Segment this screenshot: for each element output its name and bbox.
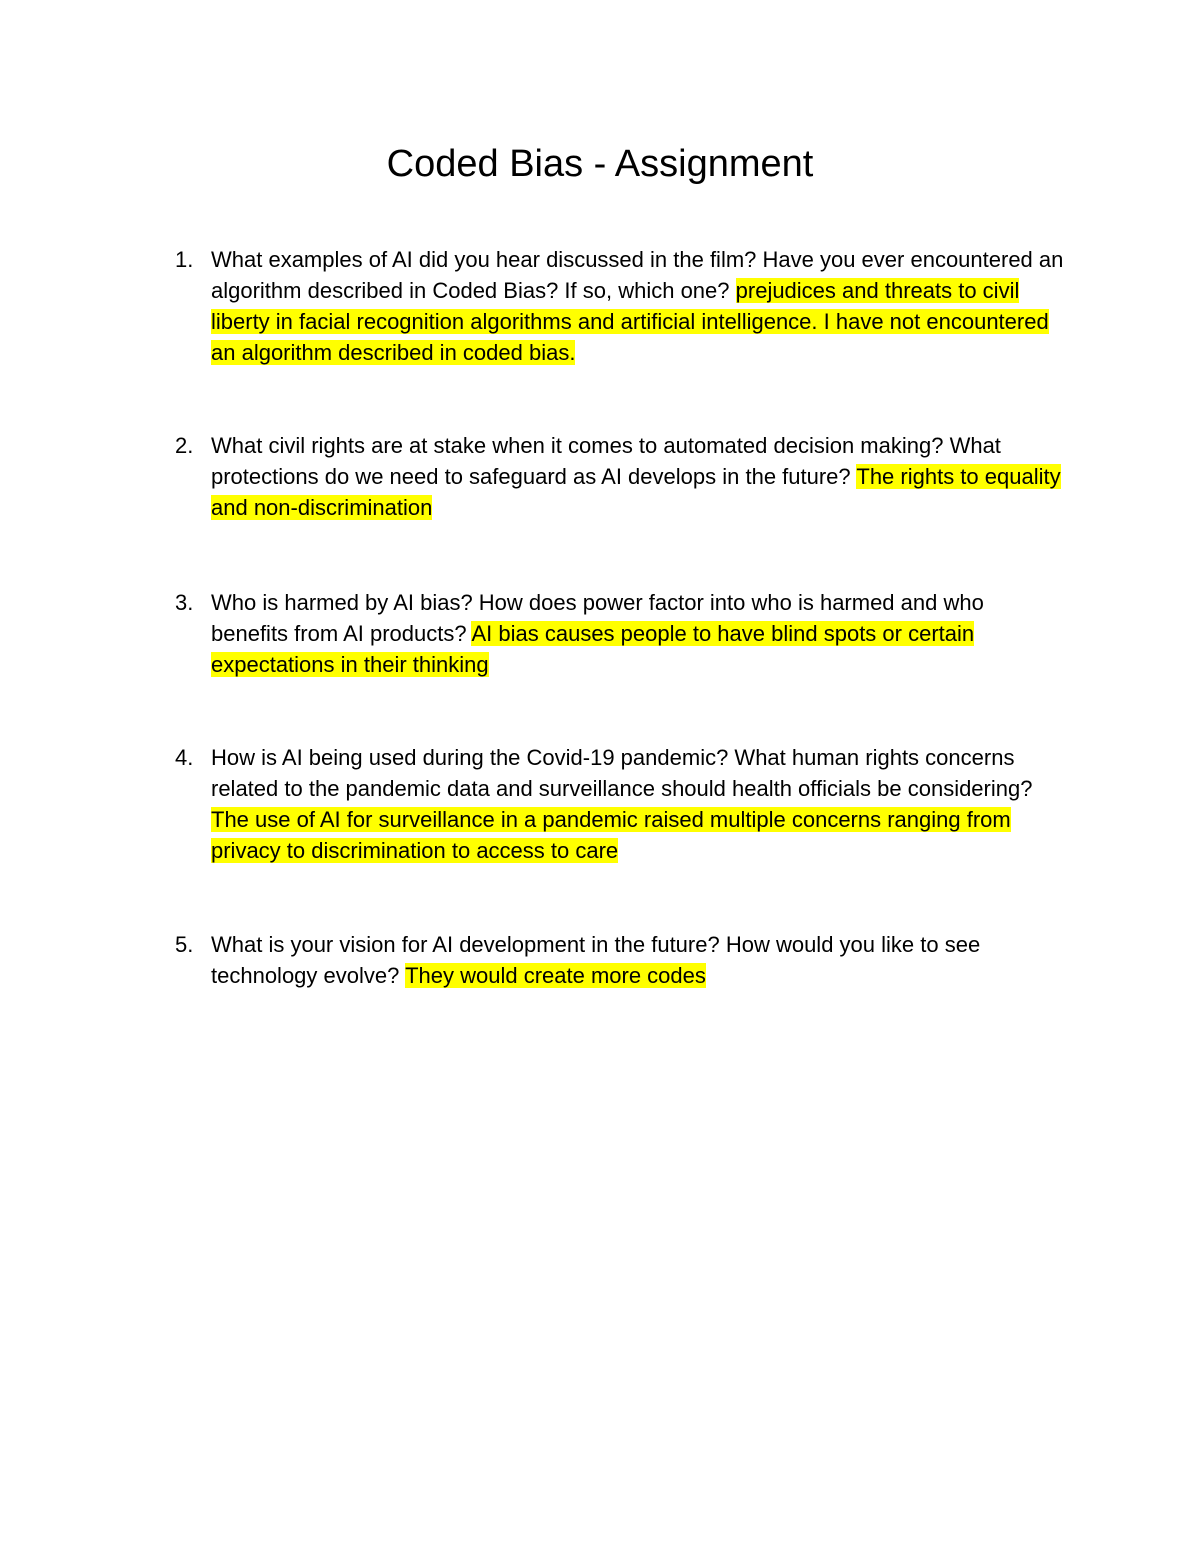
- answer-highlight: The use of AI for surveillance in a pandemic raised multiple concerns ranging from privacy to discrimination to access to care: [211, 807, 1011, 863]
- question-text: Who is harmed by AI bias? How does power factor into who is harmed and who benefits from AI products?: [211, 590, 984, 646]
- document-title: Coded Bias - Assignment: [386, 143, 814, 185]
- item-text: [211, 244, 1066, 368]
- question-text: What is your vision for AI development in the future? How would you like to see technology evolve?: [211, 932, 981, 988]
- item-text: [211, 430, 1066, 523]
- item-number: 3.: [175, 590, 194, 615]
- item-number: 4.: [175, 745, 194, 770]
- item-number: 2.: [175, 433, 194, 458]
- answer-highlight: AI bias causes people to have blind spots or certain expectations in their thinking: [211, 621, 975, 677]
- question-text: What examples of AI did you hear discussed in the film? Have you ever encountered an algorithm described in Coded Bias? If so, which one?: [211, 247, 1064, 303]
- item-text: [211, 742, 1066, 866]
- answer-highlight: They would create more codes: [405, 963, 706, 988]
- item-number: 5.: [175, 932, 194, 957]
- question-text: What civil rights are at stake when it comes to automated decision making? What protections do we need to safeguard as AI develops in the future?: [211, 433, 1001, 489]
- item-text: [211, 929, 1066, 991]
- answer-highlight: prejudices and threats to civil liberty in facial recognition algorithms and artificial intelligence. I have not encountered an algorithm described in coded bias.: [211, 278, 1049, 365]
- answer-highlight: The rights to equality and non-discrimination: [211, 464, 1061, 520]
- item-text: [211, 587, 1066, 680]
- question-text: How is AI being used during the Covid-19 pandemic? What human rights concerns related to the pandemic data and surveillance should health officials be considering?: [211, 745, 1033, 801]
- item-number: 1.: [175, 247, 194, 272]
